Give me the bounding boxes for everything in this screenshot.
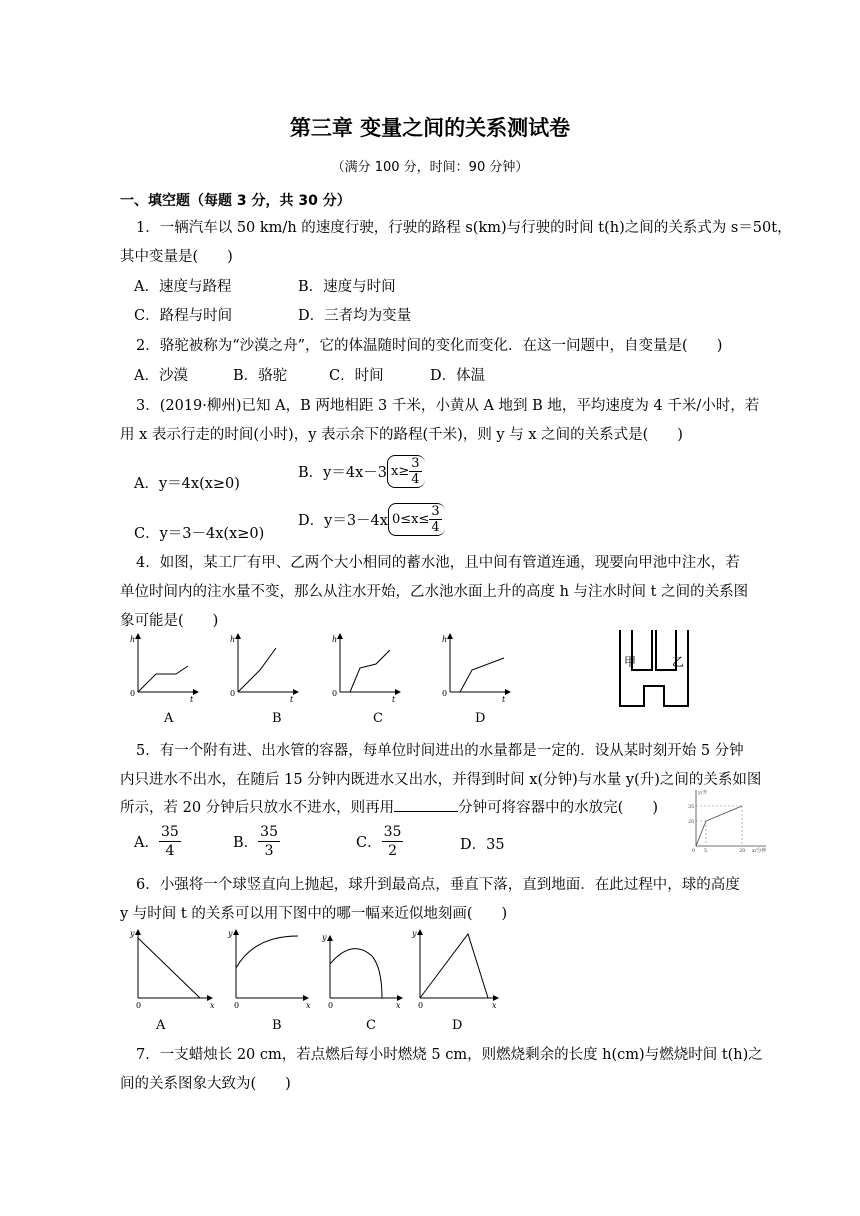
axis-x-label: t xyxy=(502,695,506,704)
q4-stem-line3: 象可能是( ) xyxy=(120,613,219,629)
axis-y-label: h xyxy=(332,635,338,644)
q1-option-a: A．速度与路程 xyxy=(134,279,232,295)
q4-stem-line2: 单位时间内的注水量不变，那么从注水开始，乙水池水面上升的高度 h 与注水时间 t 之间的关系图 xyxy=(120,584,749,600)
q3-option-b-cond-text: x≥ xyxy=(390,464,410,479)
q3-option-d-cond-text: 0≤x≤ xyxy=(391,512,430,527)
axis-y-label: h xyxy=(442,635,448,644)
fraction-numerator: 35 xyxy=(383,824,402,840)
q3-option-d xyxy=(298,503,445,536)
origin-label: 0 xyxy=(418,1001,424,1010)
q5-graph xyxy=(686,786,774,856)
q5-stem-line3-a: 所示，若 20 分钟后只放水不进水，则再用 xyxy=(120,800,395,816)
axis-x-label: x xyxy=(210,1001,215,1010)
fraction xyxy=(258,823,280,860)
graph-label-a: A xyxy=(156,1018,166,1033)
fraction-denominator: 4 xyxy=(431,520,440,535)
q5-option-b xyxy=(233,823,280,860)
axis-x-label: t xyxy=(392,695,396,704)
q2-option-d: D．体温 xyxy=(430,368,486,384)
fraction-denominator: 4 xyxy=(165,843,175,859)
tank-right-label: 乙 xyxy=(672,655,685,669)
q2-option-a: A．沙漠 xyxy=(134,368,188,384)
fraction xyxy=(159,823,181,860)
q5-stem-line2: 内只进水不出水，在随后 15 分钟内既进水又出水，并得到时间 x(分钟)与水量 y(升)之间的关系如图 xyxy=(120,772,762,788)
origin-label: 0 xyxy=(136,1001,142,1010)
q6-graph-b xyxy=(227,929,311,1033)
origin-label: 0 xyxy=(442,689,448,698)
graph-label-c: C xyxy=(366,1018,376,1033)
axis-y-label: y xyxy=(412,929,417,938)
q6-graph-d xyxy=(411,929,497,1033)
axis-y-label: y xyxy=(130,929,135,938)
q4-graph-b xyxy=(230,635,296,726)
origin-label: 0 xyxy=(230,689,236,698)
q6-stem-line2: y 与时间 t 的关系可以用下图中的哪一幅来近似地刻画( ) xyxy=(120,906,508,922)
q3-option-a: A．y＝4x(x≥0) xyxy=(134,476,240,492)
q5-option-d: D．35 xyxy=(460,837,505,853)
q3-option-d-text: D．y＝3－4x xyxy=(298,513,388,529)
fraction-numerator: 35 xyxy=(160,824,179,840)
graph-label-d: D xyxy=(452,1018,463,1033)
q2-option-b: B．骆驼 xyxy=(233,368,288,384)
fraction-denominator: 2 xyxy=(388,843,397,859)
q5-option-c xyxy=(356,823,403,860)
q3-stem-line2: 用 x 表示行走的时间(小时)，y 表示余下的路程(千米)，则 y 与 x 之间的关系式是( ) xyxy=(120,427,683,443)
q5-option-b-label: B． xyxy=(233,835,259,851)
q4-tank-diagram xyxy=(620,630,688,706)
q1-option-b: B．速度与时间 xyxy=(298,279,396,295)
q3-option-b-condition xyxy=(387,455,425,488)
q5-graph-ylabel: y/升 xyxy=(698,790,708,796)
fraction-numerator: 35 xyxy=(260,824,278,840)
q5-stem-line3 xyxy=(120,796,658,817)
q6-stem-line1: 6．小强将一个球竖直向上抛起，球升到最高点，垂直下落，直到地面．在此过程中，球的高度 xyxy=(136,877,740,893)
fraction-denominator: 3 xyxy=(264,843,274,859)
q3-option-c: C．y＝3－4x(x≥0) xyxy=(134,526,265,542)
q7-stem-line2: 间的关系图象大致为( ) xyxy=(120,1076,291,1092)
page-subtitle: （满分 100 分，时间：90 分钟） xyxy=(331,160,529,175)
fraction-numerator: 3 xyxy=(411,456,420,471)
graph-label-b: B xyxy=(272,711,282,726)
q1-option-d: D．三者均为变量 xyxy=(298,308,412,324)
axis-x-label: x xyxy=(492,1001,497,1010)
q5-graph-origin: 0 xyxy=(692,848,696,854)
q7-stem-line1: 7．一支蜡烛长 20 cm，若点燃后每小时燃烧 5 cm，则燃烧剩余的长度 h(cm)与燃烧时间 t(h)之 xyxy=(136,1047,763,1063)
fraction-numerator: 3 xyxy=(431,504,440,519)
q5-graph-xlabel: x/分钟 xyxy=(752,848,767,854)
fraction xyxy=(382,823,404,860)
origin-label: 0 xyxy=(328,1001,334,1010)
axis-y-label: y xyxy=(322,933,327,942)
q1-option-c: C．路程与时间 xyxy=(134,308,233,324)
axis-x-label: t xyxy=(190,695,194,704)
q5-option-a xyxy=(134,823,181,860)
fraction-denominator: 4 xyxy=(411,472,420,487)
axis-x-label: t xyxy=(290,695,294,704)
q6-graph-c xyxy=(321,933,401,1033)
q5-graph-x20: 20 xyxy=(739,848,746,854)
page-title: 第三章 变量之间的关系测试卷 xyxy=(289,116,571,140)
origin-label: 0 xyxy=(234,1001,240,1010)
graph-label-d: D xyxy=(475,711,486,726)
fraction xyxy=(409,456,421,487)
answer-blank xyxy=(394,799,458,812)
tank-left-label: 甲 xyxy=(624,655,637,669)
origin-label: 0 xyxy=(130,689,136,698)
q4-stem-line1: 4．如图，某工厂有甲、乙两个大小相同的蓄水池，且中间有管道连通，现要向甲池中注水，若 xyxy=(136,555,740,571)
section-heading: 一、填空题（每题 3 分，共 30 分） xyxy=(120,193,351,209)
q5-option-c-label: C． xyxy=(356,835,382,851)
graph-label-b: B xyxy=(272,1018,282,1033)
q4-graph-c xyxy=(332,635,398,726)
graph-label-c: C xyxy=(373,711,383,726)
q2-stem: 2．骆驼被称为“沙漠之舟”，它的体温随时间的变化而变化．在这一问题中，自变量是( ) xyxy=(136,338,723,354)
q3-option-b-text: B．y＝4x－3 xyxy=(298,465,387,481)
q5-graph-y20: 20 xyxy=(688,819,695,825)
q1-stem-line1: 1．一辆汽车以 50 km/h 的速度行驶，行驶的路程 s(km)与行驶的时间 t(h)之间的关系式为 s＝50t， xyxy=(136,220,792,236)
q6-graph-a xyxy=(129,929,215,1033)
fraction xyxy=(429,504,441,535)
q5-stem-line1: 5．有一个附有进、出水管的容器，每单位时间进出的水量都是一定的．设从某时刻开始 5 分钟 xyxy=(136,743,744,759)
q5-graph-y35: 35 xyxy=(688,804,695,810)
graph-label-a: A xyxy=(164,711,174,726)
q4-graph-a xyxy=(130,635,196,726)
axis-y-label: y xyxy=(228,929,233,938)
q3-option-b xyxy=(298,455,425,488)
q5-option-a-label: A． xyxy=(134,835,159,851)
q6-graphs xyxy=(126,924,516,1036)
q5-graph-x5: 5 xyxy=(704,848,708,854)
axis-x-label: x xyxy=(306,1001,311,1010)
q4-graphs xyxy=(120,630,720,730)
q1-stem-line2: 其中变量是( ) xyxy=(120,249,233,265)
q4-graph-d xyxy=(442,635,508,726)
axis-y-label: h xyxy=(230,635,236,644)
q5-stem-line3-b: 分钟可将容器中的水放完( ) xyxy=(458,800,658,816)
q3-option-d-condition xyxy=(388,503,445,536)
origin-label: 0 xyxy=(332,689,338,698)
q3-stem-line1: 3．(2019·柳州)已知 A，B 两地相距 3 千米，小黄从 A 地到 B 地，平均速度为 4 千米/小时，若 xyxy=(136,398,760,414)
axis-x-label: x xyxy=(396,1001,401,1010)
axis-y-label: h xyxy=(130,635,136,644)
q2-option-c: C．时间 xyxy=(329,368,384,384)
